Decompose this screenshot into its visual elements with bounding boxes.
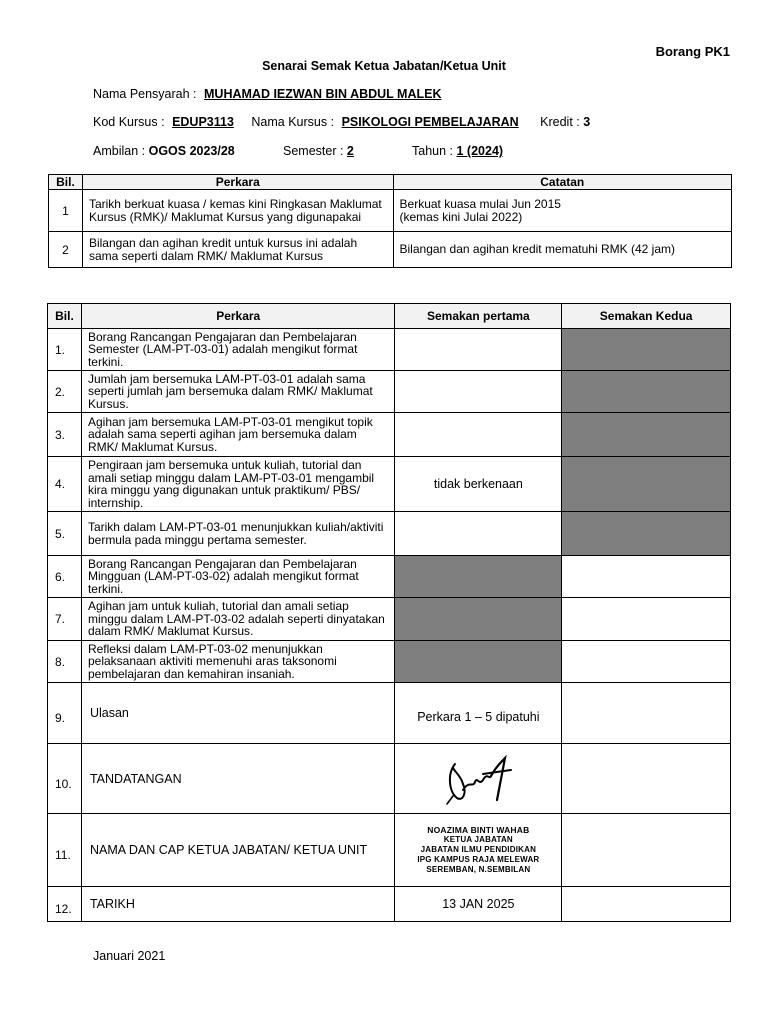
date-second[interactable]: [562, 887, 731, 922]
course-code-label: Kod Kursus :: [93, 115, 165, 129]
date-value: 13 JAN 2025: [395, 887, 562, 922]
header-bil: Bil.: [49, 175, 83, 190]
row-bil: 1: [49, 190, 83, 232]
row-bil: 3.: [48, 413, 82, 457]
year-label: Tahun :: [412, 144, 454, 158]
row-perkara: Agihan jam bersemuka LAM-PT-03-01 mengikut topik adalah sama seperti agihan jam bersemuka dalam RMK/ Maklumat Kursus.: [81, 413, 394, 457]
credit-value: 3: [583, 115, 591, 129]
table-header-row: [49, 175, 732, 190]
stamp-label: NAMA DAN CAP KETUA JABATAN/ KETUA UNIT: [81, 814, 394, 887]
row-bil: 12.: [48, 887, 82, 922]
check-second-shaded: [562, 457, 731, 512]
header-perkara: Perkara: [82, 175, 393, 190]
check-first-shaded: [395, 598, 562, 641]
signature-icon: [433, 746, 523, 812]
row-perkara: Borang Rancangan Pengajaran dan Pembelajaran Semester (LAM-PT-03-01) adalah mengikut format terkini.: [81, 329, 394, 371]
table-row: [48, 556, 731, 598]
table-row: [48, 457, 731, 512]
credit-label: Kredit :: [540, 115, 580, 129]
not-applicable-note: tidak berkenaan: [395, 457, 562, 512]
table-row: [48, 413, 731, 457]
header-semakan-kedua: Semakan Kedua: [562, 304, 731, 329]
header-catatan: Catatan: [393, 175, 731, 190]
header-semakan-pertama: Semakan pertama: [395, 304, 562, 329]
semester-label: Semester :: [283, 144, 344, 158]
row-bil: 4.: [48, 457, 82, 512]
row-perkara: Pengiraan jam bersemuka untuk kuliah, tutorial dan amali setiap minggu dalam LAM-PT-03-01 mengambil kira minggu yang digunakan untuk praktikum/ PBS/ internship.: [81, 457, 394, 512]
table-header-row: [48, 304, 731, 329]
ulasan-label: Ulasan: [81, 683, 394, 744]
date-row: [48, 887, 731, 922]
semester-row: [283, 144, 354, 158]
row-perkara: Jumlah jam bersemuka LAM-PT-03-01 adalah sama seperti jumlah jam bersemuka dalam RMK/ Maklumat Kursus.: [81, 371, 394, 413]
row-perkara: Refleksi dalam LAM-PT-03-02 menunjukkan pelaksanaan aktiviti memenuhi aras taksonomi pembelajaran dan kemahiran insaniah.: [81, 641, 394, 683]
table-row: [48, 371, 731, 413]
stamp-line: JABATAN ILMU PENDIDIKAN: [420, 845, 537, 854]
row-bil: 8.: [48, 641, 82, 683]
row-bil: 10.: [48, 744, 82, 814]
signature-row: [48, 744, 731, 814]
stamp-line: KETUA JABATAN: [443, 835, 513, 844]
catatan-line: (kemas kini Julai 2022): [399, 209, 523, 224]
table-row: [49, 232, 732, 268]
check-first[interactable]: [395, 413, 562, 457]
document-title: Senarai Semak Ketua Jabatan/Ketua Unit: [262, 59, 506, 73]
header-bil: Bil.: [48, 304, 82, 329]
table-row: [48, 512, 731, 556]
row-bil: 6.: [48, 556, 82, 598]
header-perkara: Perkara: [81, 304, 394, 329]
table-row: [48, 329, 731, 371]
row-perkara: Borang Rancangan Pengajaran dan Pembelajaran Mingguan (LAM-PT-03-02) adalah mengikut format terkini.: [81, 556, 394, 598]
stamp-line: SEREMBAN, N.SEMBILAN: [426, 865, 531, 874]
form-code: Borang PK1: [655, 44, 730, 59]
check-first-shaded: [395, 641, 562, 683]
stamp-line: IPG KAMPUS RAJA MELEWAR: [417, 855, 540, 864]
row-perkara: Tarikh dalam LAM-PT-03-01 menunjukkan kuliah/aktiviti bermula pada minggu pertama semester.: [81, 512, 394, 556]
ulasan-second[interactable]: [562, 683, 731, 744]
row-bil: 9.: [48, 683, 82, 744]
signature-second[interactable]: [562, 744, 731, 814]
intake-value: OGOS 2023/28: [148, 144, 235, 158]
year-row: [412, 144, 503, 158]
table-row: [48, 641, 731, 683]
official-stamp: [395, 814, 562, 887]
check-first-shaded: [395, 556, 562, 598]
table-row: [49, 190, 732, 232]
semester-value: 2: [346, 144, 354, 158]
stamp-line: NOAZIMA BINTI WAHAB: [427, 825, 530, 835]
check-second[interactable]: [562, 641, 731, 683]
checklist-table: [47, 303, 731, 922]
ulasan-row: [48, 683, 731, 744]
course-code: EDUP3113: [172, 115, 234, 129]
course-name-label: Nama Kursus :: [251, 115, 335, 129]
signature-label: TANDATANGAN: [81, 744, 394, 814]
check-second-shaded: [562, 512, 731, 556]
row-bil: 11.: [48, 814, 82, 887]
row-bil: 2: [49, 232, 83, 268]
check-second-shaded: [562, 329, 731, 371]
row-catatan: [393, 190, 731, 232]
row-catatan: Bilangan dan agihan kredit mematuhi RMK (42 jam): [393, 232, 731, 268]
row-bil: 5.: [48, 512, 82, 556]
check-first[interactable]: [395, 512, 562, 556]
row-perkara: Bilangan dan agihan kredit untuk kursus ini adalah sama seperti dalam RMK/ Maklumat Kursus: [82, 232, 393, 268]
row-bil: 2.: [48, 371, 82, 413]
check-second[interactable]: [562, 556, 731, 598]
ulasan-value: Perkara 1 – 5 dipatuhi: [395, 683, 562, 744]
lecturer-label: Nama Pensyarah :: [93, 87, 197, 101]
row-perkara: Agihan jam untuk kuliah, tutorial dan amali setiap minggu dalam LAM-PT-03-02 adalah seperti dinyatakan dalam RMK/ Maklumat Kursus.: [81, 598, 394, 641]
lecturer-name: MUHAMAD IEZWAN BIN ABDUL MALEK: [204, 87, 442, 101]
check-second-shaded: [562, 413, 731, 457]
check-second-shaded: [562, 371, 731, 413]
stamp-row: [48, 814, 731, 887]
check-second[interactable]: [562, 598, 731, 641]
course-info-table: [48, 174, 732, 268]
footer-version: Januari 2021: [93, 949, 166, 963]
year-value: 1 (2024): [456, 144, 504, 158]
row-bil: 1.: [48, 329, 82, 371]
intake-row: [93, 144, 235, 158]
check-first[interactable]: [395, 371, 562, 413]
row-perkara: Tarikh berkuat kuasa / kemas kini Ringkasan Maklumat Kursus (RMK)/ Maklumat Kursus yang digunapakai: [82, 190, 393, 232]
course-row: [93, 115, 590, 129]
date-label: TARIKH: [81, 887, 394, 922]
course-name: PSIKOLOGI PEMBELAJARAN: [341, 115, 519, 129]
table-row: [48, 598, 731, 641]
intake-label: Ambilan :: [93, 144, 146, 158]
stamp-second[interactable]: [562, 814, 731, 887]
catatan-line: Berkuat kuasa mulai Jun 2015: [399, 196, 561, 211]
check-first[interactable]: [395, 329, 562, 371]
row-bil: 7.: [48, 598, 82, 641]
signature-cell: [395, 744, 562, 814]
lecturer-row: [93, 87, 442, 101]
